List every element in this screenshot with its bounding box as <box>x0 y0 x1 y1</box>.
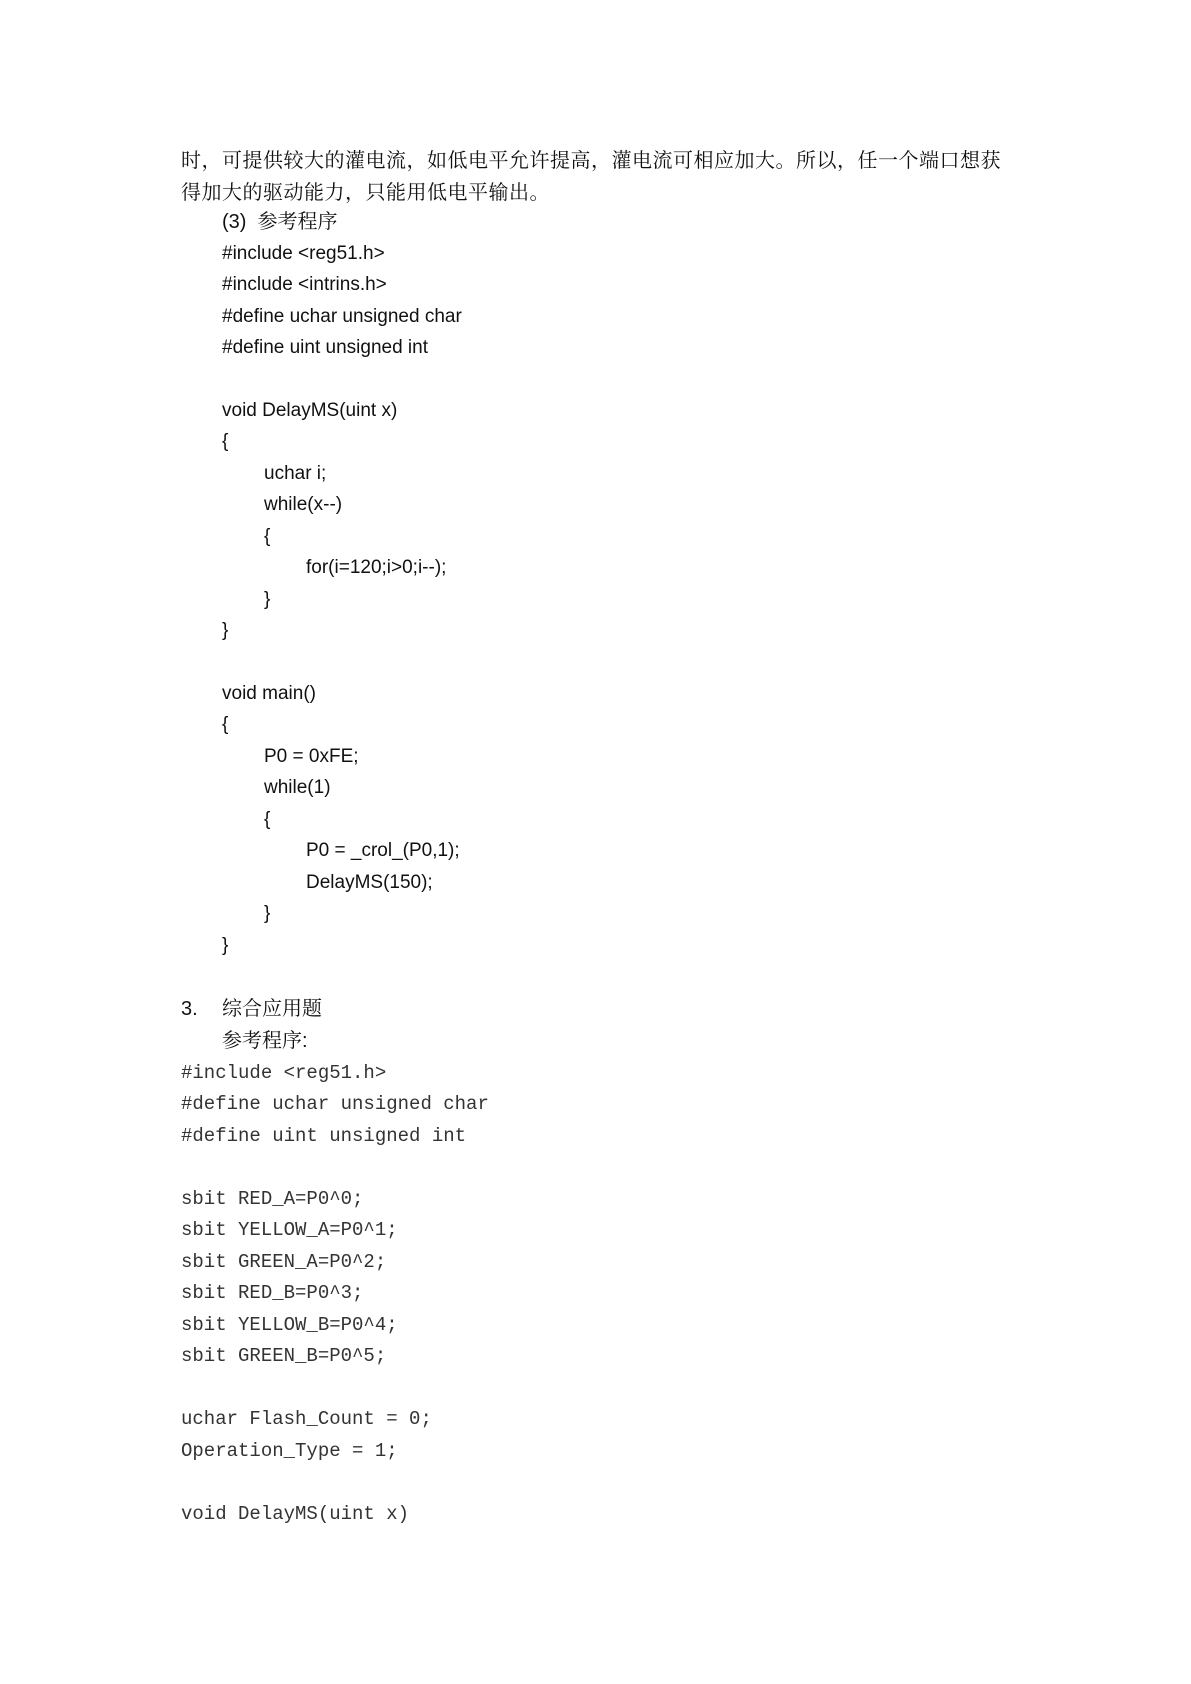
section-title: 综合应用题 <box>222 998 322 1020</box>
code-line: #include <intrins.h> <box>222 274 387 295</box>
code-line: DelayMS(150); <box>306 872 433 893</box>
code-line: #define uchar unsigned char <box>222 306 462 327</box>
code-line: { <box>222 714 229 735</box>
intro-line-1: 时，可提供较大的灌电流，如低电平允许提高，灌电流可相应加大。所以，任一个端口想获 <box>181 148 1001 172</box>
section-number: 3. <box>181 998 198 1020</box>
code-line: } <box>264 589 271 610</box>
code-line: { <box>264 526 271 547</box>
code-line: } <box>264 903 271 924</box>
code-line: #define uint unsigned int <box>222 337 428 358</box>
code-line: void DelayMS(uint x) <box>222 400 398 421</box>
code-line: void main() <box>222 683 316 704</box>
code-line: sbit GREEN_A=P0^2; <box>181 1251 387 1273</box>
code-line: } <box>222 620 229 641</box>
subsection-heading: (3) 参考程序 <box>222 211 338 233</box>
code-line: uchar i; <box>264 463 327 484</box>
code-line: #define uchar unsigned char <box>181 1093 489 1115</box>
code-line: while(1) <box>264 777 331 798</box>
code-line: Operation_Type = 1; <box>181 1440 398 1462</box>
code-line: { <box>222 431 229 452</box>
code-line: #include <reg51.h> <box>181 1062 387 1084</box>
code-line: uchar Flash_Count = 0; <box>181 1408 432 1430</box>
code-line: { <box>264 809 271 830</box>
code-line: while(x--) <box>264 494 343 515</box>
code-line: sbit YELLOW_A=P0^1; <box>181 1219 398 1241</box>
code-line: } <box>222 935 229 956</box>
code-line: P0 = 0xFE; <box>264 746 359 767</box>
code-line: sbit RED_B=P0^3; <box>181 1282 364 1304</box>
section-subtitle: 参考程序: <box>222 1030 308 1052</box>
code-line: sbit RED_A=P0^0; <box>181 1188 364 1210</box>
code-line: sbit YELLOW_B=P0^4; <box>181 1314 398 1336</box>
code-line: #include <reg51.h> <box>222 243 385 264</box>
code-line: for(i=120;i>0;i--); <box>306 557 447 578</box>
code-line: sbit GREEN_B=P0^5; <box>181 1345 387 1367</box>
code-line: #define uint unsigned int <box>181 1125 467 1147</box>
intro-line-2: 得加大的驱动能力，只能用低电平输出。 <box>181 180 550 204</box>
code-line: void DelayMS(uint x) <box>181 1503 410 1525</box>
intro-paragraph <box>181 144 1031 208</box>
code-line: P0 = _crol_(P0,1); <box>306 840 460 861</box>
